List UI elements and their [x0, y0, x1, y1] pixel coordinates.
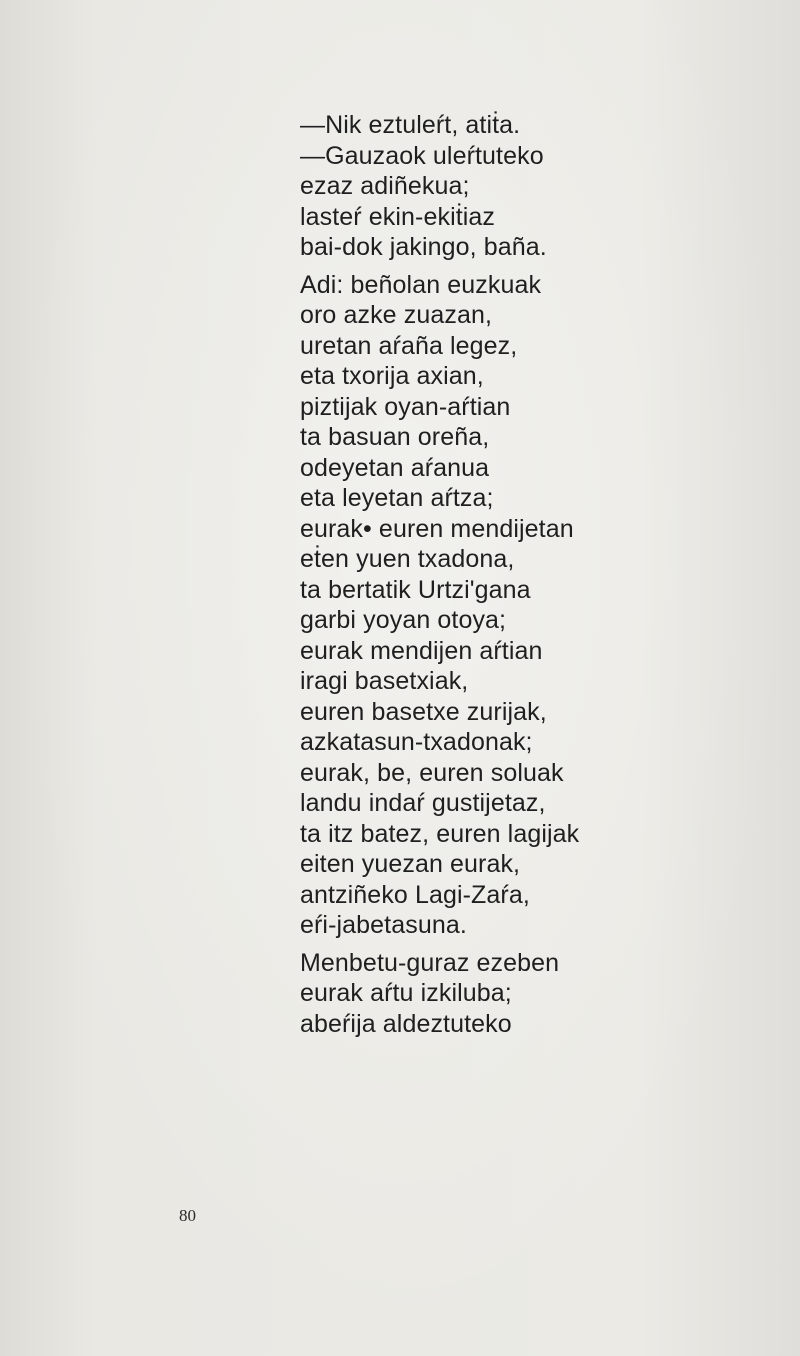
poem-line: antziñeko Lagi-Zaŕa,: [300, 880, 530, 909]
poem-line: eta txorija axian,: [300, 362, 484, 390]
poem-line: —Gauzaok uleŕtuteko: [300, 141, 544, 170]
poem-line: landu indaŕ gustijetaz,: [300, 789, 546, 817]
poem-line: lasteŕ ekin-ekiṫiaz: [300, 202, 496, 231]
poem-line: ta bertatik Urtzi'gana: [300, 575, 531, 604]
poem-line: abeŕija aldeztuteko: [300, 1009, 512, 1038]
poem-line: iragi basetxiak,: [300, 667, 469, 695]
poem-line: eta leyetan aŕtza;: [300, 484, 494, 512]
poem-line: eṫen yuen txadona,: [300, 545, 515, 573]
poem-line: eurak aŕtu izkiluba;: [300, 979, 512, 1007]
page-number: 80: [179, 1206, 196, 1225]
poem-line: —Nik eztuleŕt, atiṫa.: [300, 111, 521, 139]
poem-line: piztijak oyan-aŕtian: [300, 392, 511, 421]
stanza-3: [300, 948, 780, 1040]
poem-line: garbi yoyan otoya;: [300, 606, 507, 634]
poem-line: azkatasun-txadonak;: [300, 728, 533, 756]
poem-line: uretan aŕaña legez,: [300, 331, 518, 360]
stanza-1: [300, 110, 780, 263]
poem-line: ta itz batez, euren lagijak: [300, 819, 580, 848]
poem-line: eŕi-jabetasuna.: [300, 911, 467, 939]
stanza-2: [300, 270, 780, 941]
poem-text: [300, 110, 780, 1039]
poem-line: Menbetu-guraz ezeben: [300, 948, 560, 977]
poem-line: bai-dok jakingo, baña.: [300, 233, 547, 261]
poem-line: oro azke zuazan,: [300, 301, 492, 329]
poem-line: ta basuan oreña,: [300, 423, 490, 451]
poem-line: eurak mendijen aŕtian: [300, 636, 543, 665]
poem-line: eurak• euren mendijetan: [300, 514, 574, 543]
poem-line: Adi: beñolan euzkuak: [300, 270, 542, 299]
poem-line: ezaz adiñekua;: [300, 172, 470, 200]
poem-line: odeyetan aŕanua: [300, 453, 490, 482]
poem-line: eiten yuezan eurak,: [300, 850, 521, 878]
poem-line: eurak, be, euren soluak: [300, 758, 564, 787]
poem-line: euren basetxe zurijak,: [300, 697, 547, 726]
